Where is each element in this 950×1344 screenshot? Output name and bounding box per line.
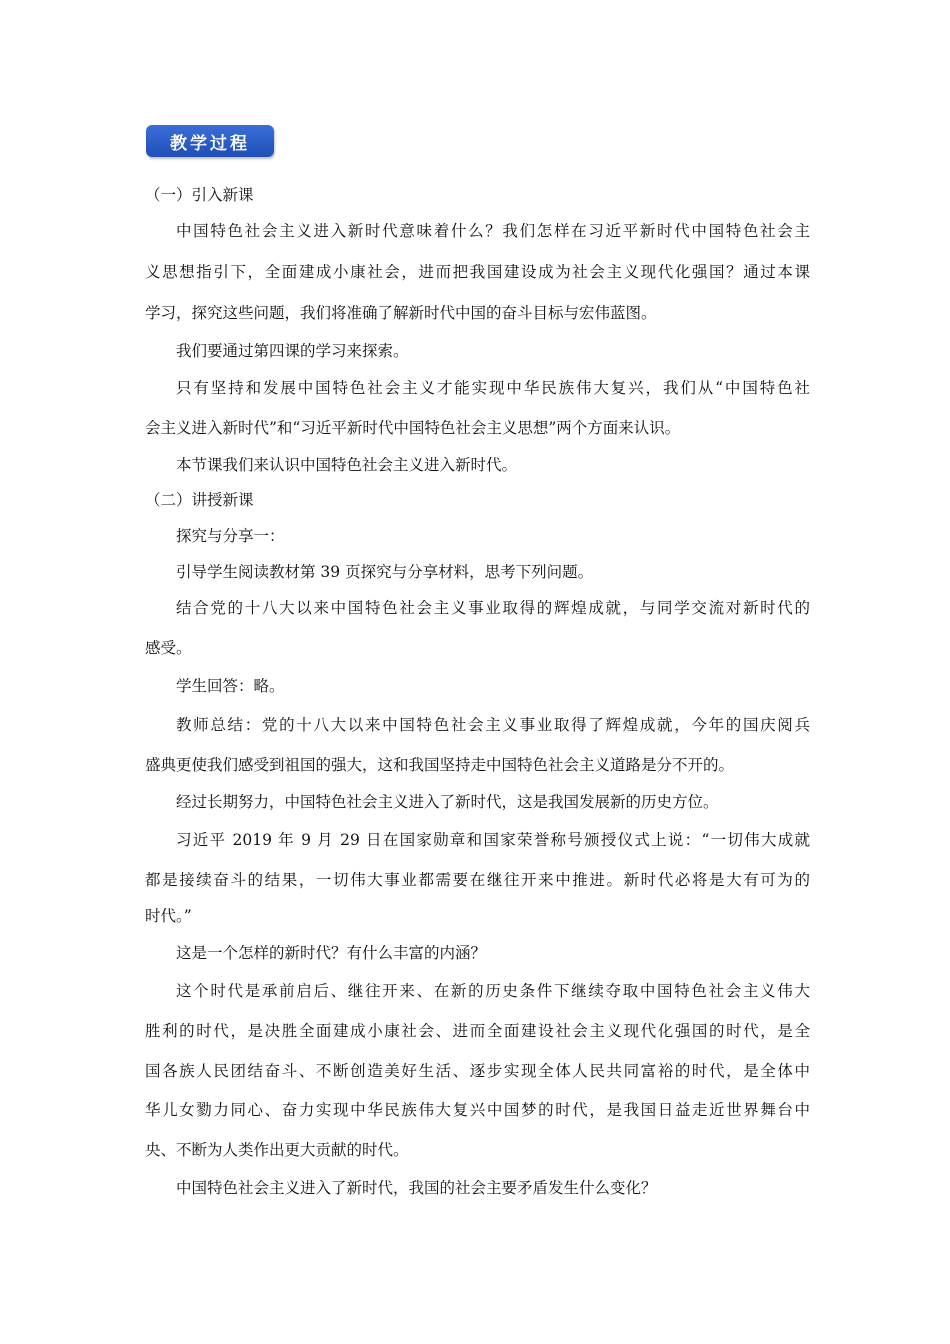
text-line: 这是一个怎样的新时代？有什么丰富的内涵？ (176, 944, 487, 962)
text-line: 中国特色社会主义进入了新时代，我国的社会主要矛盾发生什么变化？ (176, 1179, 657, 1197)
text-line: 中国特色社会主义进入新时代意味着什么？我们怎样在习近平新时代中国特色社会主 (176, 222, 810, 240)
text-line: 我们要通过第四课的学习来探索。 (176, 342, 409, 360)
text-line: 胜利的时代，是决胜全面建成小康社会、进而全面建设社会主义现代化强国的时代，是全 (145, 1022, 810, 1040)
text-line: 感受。 (145, 639, 192, 657)
text-line: 经过长期努力，中国特色社会主义进入了新时代，这是我国发展新的历史方位。 (176, 793, 719, 811)
section-badge-teaching-process: 教学过程 (146, 125, 274, 157)
text-line: 会主义进入新时代”和“习近平新时代中国特色社会主义思想”两个方面来认识。 (145, 419, 681, 437)
text-line: 时代。” (145, 907, 192, 925)
text-line: 习近平 2019 年 9 月 29 日在国家勋章和国家荣誉称号颁授仪式上说：“一切伟大成就 (176, 831, 810, 849)
text-line: 结合党的十八大以来中国特色社会主义事业取得的辉煌成就，与同学交流对新时代的 (176, 599, 810, 617)
text-line: 国各族人民团结奋斗、不断创造美好生活、逐步实现全体人民共同富裕的时代，是全体中 (145, 1062, 810, 1080)
text-line: 华儿女勠力同心、奋力实现中华民族伟大复兴中国梦的时代，是我国日益走近世界舞台中 (145, 1101, 810, 1119)
text-line: 教师总结：党的十八大以来中国特色社会主义事业取得了辉煌成就，今年的国庆阅兵 (176, 716, 810, 734)
text-line: 学生回答：略。 (176, 677, 285, 695)
text-line: 本节课我们来认识中国特色社会主义进入新时代。 (176, 456, 518, 474)
text-line: 央、不断为人类作出更大贡献的时代。 (145, 1141, 409, 1159)
text-line: 这个时代是承前启后、继往开来、在新的历史条件下继续夺取中国特色社会主义伟大 (176, 982, 810, 1000)
text-line: 盛典更使我们感受到祖国的强大，这和我国坚持走中国特色社会主义道路是分不开的。 (145, 756, 735, 774)
text-line: 义思想指引下，全面建成小康社会，进而把我国建设成为社会主义现代化强国？通过本课 (145, 263, 810, 281)
text-line: 引导学生阅读教材第 39 页探究与分享材料，思考下列问题。 (176, 563, 594, 581)
text-line: （一）引入新课 (145, 186, 254, 204)
text-line: 学习，探究这些问题，我们将准确了解新时代中国的奋斗目标与宏伟蓝图。 (145, 304, 657, 322)
text-line: 只有坚持和发展中国特色社会主义才能实现中华民族伟大复兴，我们从“中国特色社 (176, 379, 810, 397)
text-line: （二）讲授新课 (145, 491, 254, 509)
text-line: 都是接续奋斗的结果，一切伟大事业都需要在继往开来中推进。新时代必将是大有可为的 (145, 871, 810, 889)
text-line: 探究与分享一： (176, 527, 285, 545)
